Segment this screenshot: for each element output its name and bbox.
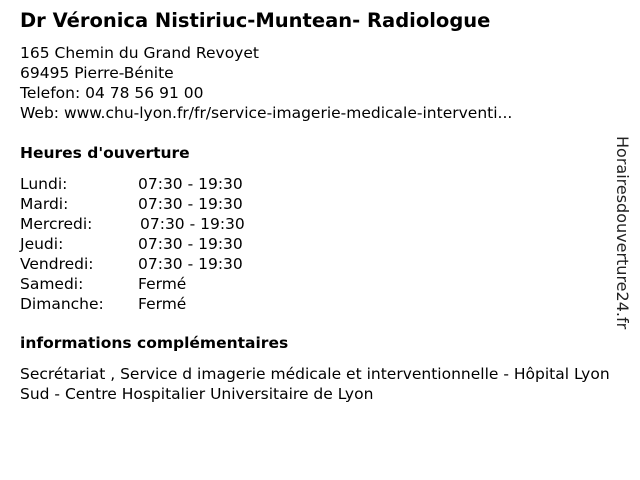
opening-hours-heading: Heures d'ouverture — [20, 144, 190, 162]
day-label: Jeudi: — [20, 235, 64, 253]
hours-value: 07:30 - 19:30 — [140, 215, 245, 233]
hours-value: 07:30 - 19:30 — [138, 175, 243, 193]
day-label: Samedi: — [20, 275, 84, 293]
hours-value: 07:30 - 19:30 — [138, 255, 243, 273]
hours-value: 07:30 - 19:30 — [138, 195, 243, 213]
day-label: Lundi: — [20, 175, 68, 193]
additional-info-heading: informations complémentaires — [20, 334, 289, 352]
hours-row-tuesday — [20, 194, 340, 214]
hours-row-monday — [20, 174, 340, 194]
hours-value: 07:30 - 19:30 — [138, 235, 243, 253]
address-block — [20, 43, 512, 123]
site-watermark: Horairesdouverture24.fr — [613, 136, 632, 330]
hours-value: Fermé — [138, 295, 187, 313]
page-title: Dr Véronica Nistiriuc-Muntean- Radiologue — [20, 9, 491, 32]
hours-row-wednesday — [20, 214, 340, 234]
website-link[interactable]: Web: www.chu-lyon.fr/fr/service-imagerie-medicale-interventi... — [20, 104, 513, 122]
city: 69495 Pierre-Bénite — [20, 64, 174, 82]
phone-number: Telefon: 04 78 56 91 00 — [20, 84, 204, 102]
day-label: Dimanche: — [20, 295, 104, 313]
hours-row-thursday — [20, 234, 340, 254]
hours-row-saturday — [20, 274, 340, 294]
additional-info-text: Secrétariat , Service d imagerie médicale et interventionnelle - Hôpital Lyon Sud - Centre Hospitalier Universitaire de Lyon — [20, 365, 610, 403]
street-address: 165 Chemin du Grand Revoyet — [20, 44, 259, 62]
hours-value: Fermé — [138, 275, 187, 293]
day-label: Vendredi: — [20, 255, 94, 273]
day-label: Mercredi: — [20, 215, 93, 233]
day-label: Mardi: — [20, 195, 69, 213]
hours-row-sunday — [20, 294, 340, 314]
opening-hours-table — [20, 174, 340, 314]
hours-row-friday — [20, 254, 340, 274]
